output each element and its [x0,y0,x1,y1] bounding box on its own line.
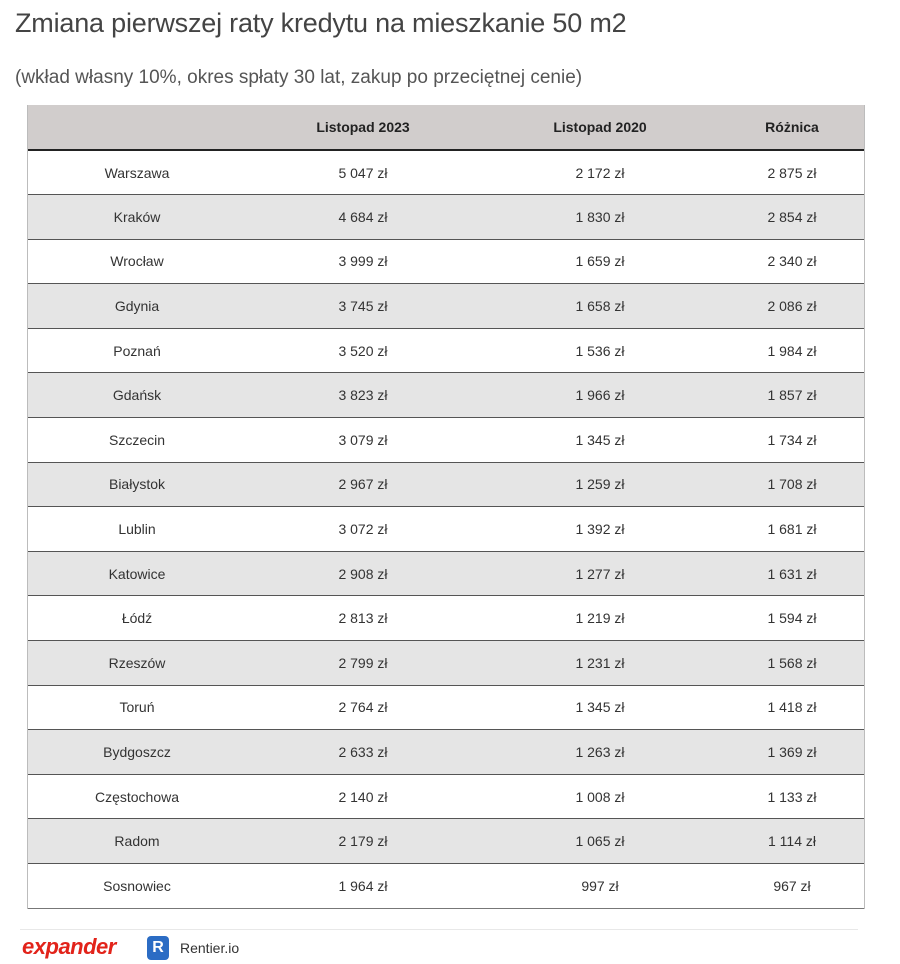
table-row [28,195,864,240]
cell-city: Sosnowiec [28,864,246,909]
cell-nov-2020: 1 263 zł [480,730,720,775]
table-row [28,418,864,463]
cell-city: Częstochowa [28,774,246,819]
header-city [28,105,246,150]
cell-difference: 967 zł [720,864,864,909]
table-row [28,685,864,730]
cell-nov-2023: 2 764 zł [246,685,480,730]
cell-difference: 1 133 zł [720,774,864,819]
cell-difference: 1 857 zł [720,373,864,418]
cell-nov-2023: 3 079 zł [246,418,480,463]
cell-difference: 1 369 zł [720,730,864,775]
cell-nov-2023: 3 745 zł [246,284,480,329]
cell-nov-2023: 2 799 zł [246,641,480,686]
page-title: Zmiana pierwszej raty kredytu na mieszkanie 50 m2 [15,8,627,38]
cell-nov-2023: 5 047 zł [246,150,480,195]
cell-difference: 1 734 zł [720,418,864,463]
header-difference: Różnica [720,105,864,150]
cell-nov-2020: 1 277 zł [480,551,720,596]
cell-city: Warszawa [28,150,246,195]
cell-nov-2023: 2 633 zł [246,730,480,775]
cell-city: Kraków [28,195,246,240]
header-nov-2023: Listopad 2023 [246,105,480,150]
cell-nov-2020: 1 392 zł [480,507,720,552]
expander-logo-suffix: pander [45,934,116,959]
rentier-logo-icon: R [147,936,169,960]
cell-nov-2023: 2 967 zł [246,462,480,507]
table-row [28,774,864,819]
cell-nov-2023: 2 140 zł [246,774,480,819]
mortgage-table [28,105,864,909]
cell-nov-2023: 4 684 zł [246,195,480,240]
table-row [28,150,864,195]
table-row [28,373,864,418]
cell-city: Lublin [28,507,246,552]
cell-city: Katowice [28,551,246,596]
header-nov-2020: Listopad 2020 [480,105,720,150]
cell-difference: 1 708 zł [720,462,864,507]
cell-nov-2020: 1 259 zł [480,462,720,507]
cell-difference: 1 114 zł [720,819,864,864]
cell-nov-2020: 1 231 zł [480,641,720,686]
cell-nov-2023: 3 823 zł [246,373,480,418]
cell-difference: 2 854 zł [720,195,864,240]
cell-nov-2020: 1 658 zł [480,284,720,329]
cell-city: Rzeszów [28,641,246,686]
cell-nov-2020: 1 065 zł [480,819,720,864]
cell-nov-2020: 1 219 zł [480,596,720,641]
mortgage-table-container [27,105,865,909]
table-row [28,328,864,373]
table-row [28,507,864,552]
cell-nov-2023: 2 908 zł [246,551,480,596]
table-row [28,819,864,864]
table-row [28,596,864,641]
cell-difference: 1 594 zł [720,596,864,641]
cell-nov-2023: 3 072 zł [246,507,480,552]
cell-nov-2020: 1 536 zł [480,328,720,373]
cell-difference: 1 984 zł [720,328,864,373]
cell-difference: 2 875 zł [720,150,864,195]
cell-difference: 2 086 zł [720,284,864,329]
cell-nov-2020: 2 172 zł [480,150,720,195]
cell-city: Toruń [28,685,246,730]
header-row [28,105,864,150]
table-row [28,239,864,284]
cell-nov-2023: 3 999 zł [246,239,480,284]
cell-city: Gdańsk [28,373,246,418]
cell-nov-2020: 1 345 zł [480,418,720,463]
cell-city: Szczecin [28,418,246,463]
cell-city: Poznań [28,328,246,373]
cell-nov-2023: 1 964 zł [246,864,480,909]
cell-city: Wrocław [28,239,246,284]
footer-divider [20,929,858,930]
table-row [28,551,864,596]
cell-difference: 1 631 zł [720,551,864,596]
expander-logo [22,934,116,960]
page-subtitle: (wkład własny 10%, okres spłaty 30 lat, zakup po przeciętnej cenie) [15,67,583,88]
table-row [28,730,864,775]
cell-city: Radom [28,819,246,864]
table-row [28,284,864,329]
cell-nov-2023: 2 813 zł [246,596,480,641]
expander-logo-prefix: e [22,934,34,959]
table-row [28,864,864,909]
cell-city: Gdynia [28,284,246,329]
cell-nov-2020: 1 659 zł [480,239,720,284]
cell-city: Łódź [28,596,246,641]
cell-difference: 1 568 zł [720,641,864,686]
cell-nov-2023: 3 520 zł [246,328,480,373]
expander-logo-x: x [33,934,46,959]
rentier-logo-label: Rentier.io [180,940,240,956]
cell-nov-2020: 1 008 zł [480,774,720,819]
cell-nov-2020: 1 966 zł [480,373,720,418]
cell-nov-2020: 1 830 zł [480,195,720,240]
cell-nov-2020: 997 zł [480,864,720,909]
cell-nov-2020: 1 345 zł [480,685,720,730]
table-row [28,462,864,507]
cell-difference: 1 418 zł [720,685,864,730]
table-row [28,641,864,686]
cell-difference: 2 340 zł [720,239,864,284]
cell-city: Białystok [28,462,246,507]
table-body [28,150,864,908]
cell-difference: 1 681 zł [720,507,864,552]
cell-nov-2023: 2 179 zł [246,819,480,864]
cell-city: Bydgoszcz [28,730,246,775]
table-header [28,105,864,150]
